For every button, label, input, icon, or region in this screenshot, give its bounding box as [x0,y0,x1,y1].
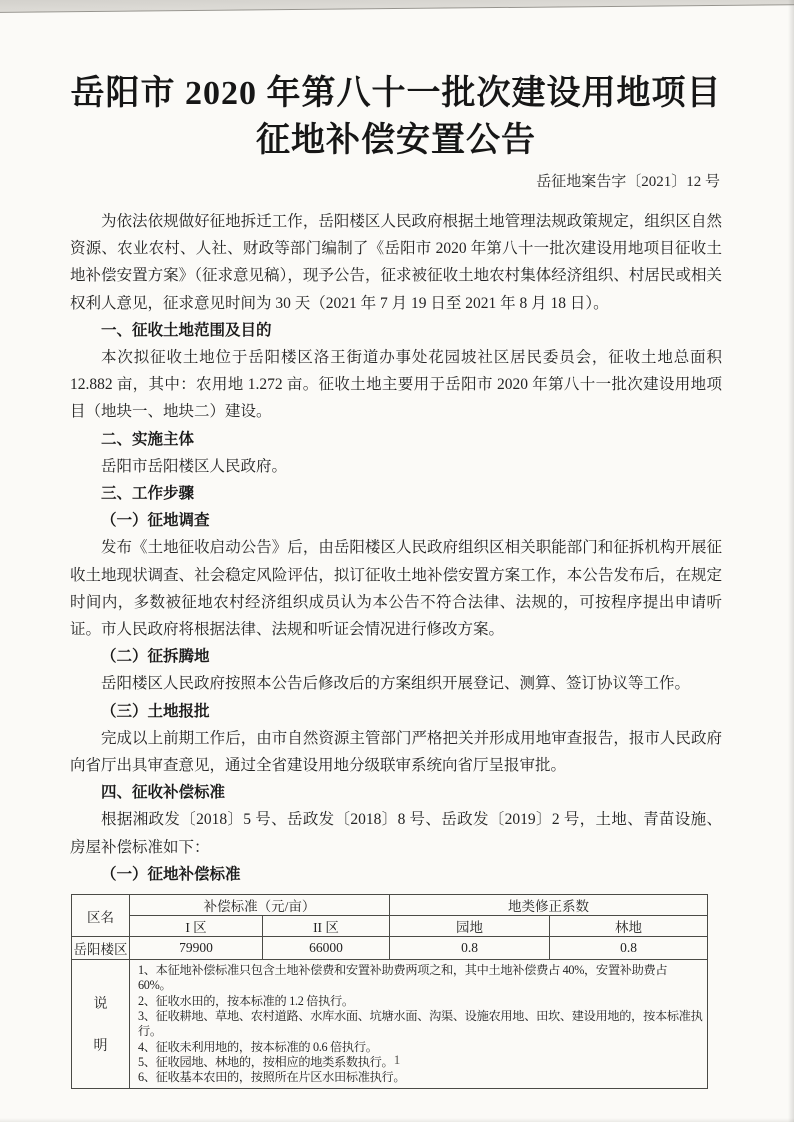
table-header-group-row [72,895,708,916]
header-zone2: II 区 [263,916,390,937]
section-2-heading: 二、实施主体 [101,430,195,448]
section-2-paragraph: 岳阳市岳阳楼区人民政府。 [101,457,288,475]
note-item-3: 3、征收耕地、草地、农村道路、水库水面、坑塘水面、沟渠、设施农用地、田坎、建设用地的，按本标准执行。 [138,1008,703,1039]
header-orchard: 园地 [390,916,550,937]
section-3-3-paragraph: 完成以上前期工作后，由市自然资源主管部门严格把关并形成用地审查报告，报市人民政府向省厅出具审查意见，通过全省建设用地分级联审系统向省厅呈报审批。 [70,729,722,775]
section-3-2-heading: （二）征拆腾地 [101,648,210,666]
notes-label [72,960,130,1089]
notes-label-char1: 说 [93,997,108,1013]
scan-edge-artifact-right [788,0,794,1122]
notes-label-char2: 明 [93,1039,108,1055]
section-1-heading: 一、征收土地范围及目的 [101,321,272,339]
cell-zone1-value: 79900 [130,937,263,960]
scan-edge-artifact-top [0,0,794,13]
notes-content [130,960,708,1089]
section-4-paragraph: 根据湘政发〔2018〕5 号、岳政发〔2018〕8 号、岳政发〔2019〕2 号，土地、青苗设施、房屋补偿标准如下： [70,811,722,856]
header-coefficient-group: 地类修正系数 [390,895,708,916]
note-item-2: 2、征收水田的，按本标准的 1.2 倍执行。 [138,993,354,1008]
document-title-line1: 岳阳市 2020 年第八十一批次建设用地项目 [70,75,722,112]
cell-forest-coeff: 0.8 [550,937,708,960]
section-1-paragraph: 本次拟征收土地位于岳阳楼区洛王街道办事处花园坡社区居民委员会，征收土地总面积 12.882 亩，其中：农用地 1.272 亩。征收土地主要用于岳阳市 2020 年第八十一批次建设用地项目（地块一、地块二）建设。 [70,349,722,421]
note-item-1: 1、本征地补偿标准只包含土地补偿费和安置补助费两项之和，其中土地补偿费占 40%，安置补助费占 60%。 [138,963,668,993]
document-body [70,208,722,888]
note-item-6: 6、征收基本农田的，按照所在片区水田标准执行。 [138,1070,406,1085]
note-item-5: 5、征收园地、林地的，按相应的地类系数执行。 [138,1054,394,1069]
header-forest: 林地 [550,916,708,937]
document-title [70,70,722,164]
header-zone1: I 区 [130,916,263,937]
cell-orchard-coeff: 0.8 [390,937,550,960]
header-compensation-group: 补偿标准（元/亩） [130,895,390,916]
intro-paragraph: 为依法依规做好征地拆迁工作，岳阳楼区人民政府根据土地管理法规政策规定，组织区自然资源、农业农村、人社、财政等部门编制了《岳阳市 2020 年第八十一批次建设用地项目征收土地补偿安置方案》（征求意见稿），现予公告，征求被征收土地农村集体经济组织、村居民或相关权利人意见，征求意见时间为 30 天（2021 年 7 月 19 日至 2021 年 8 月 18 日）。 [70,213,722,312]
table-header-sub-row [72,916,708,937]
document-title-line2: 征地补偿安置公告 [256,122,536,159]
cell-zone2-value: 66000 [263,937,390,960]
section-3-3-heading: （三）土地报批 [101,702,210,720]
section-4-1-heading: （一）征地补偿标准 [101,865,241,883]
section-3-2-paragraph: 岳阳楼区人民政府按照本公告后修改后的方案组织开展登记、测算、签订协议等工作。 [101,675,691,693]
document-content [70,70,722,1089]
note-item-4: 4、征收未利用地的，按本标准的 0.6 倍执行。 [138,1039,378,1054]
scan-edge-artifact-bottom [0,1118,794,1122]
table-data-row [72,937,708,960]
section-3-heading: 三、工作步骤 [101,485,195,503]
cell-area: 岳阳楼区 [72,937,130,960]
table-notes-row [72,960,708,1089]
section-4-heading: 四、征收补偿标准 [101,784,226,802]
section-3-1-paragraph: 发布《土地征收启动公告》后，由岳阳楼区人民政府组织区相关职能部门和征拆机构开展征收土地现状调查、社会稳定风险评估，拟订征收土地补偿安置方案工作，本公告发布后，在规定时间内，多数被征地农村经济组织成员认为本公告不符合法律、法规的，可按程序提出申请听证。市人民政府将根据法律、法规和听证会情况进行修改方案。 [70,539,722,639]
header-area: 区名 [72,895,130,937]
section-3-1-heading: （一）征地调查 [101,512,210,530]
document-number: 岳征地案告字〔2021〕12 号 [536,174,720,190]
page-number: 1 [393,1052,401,1067]
